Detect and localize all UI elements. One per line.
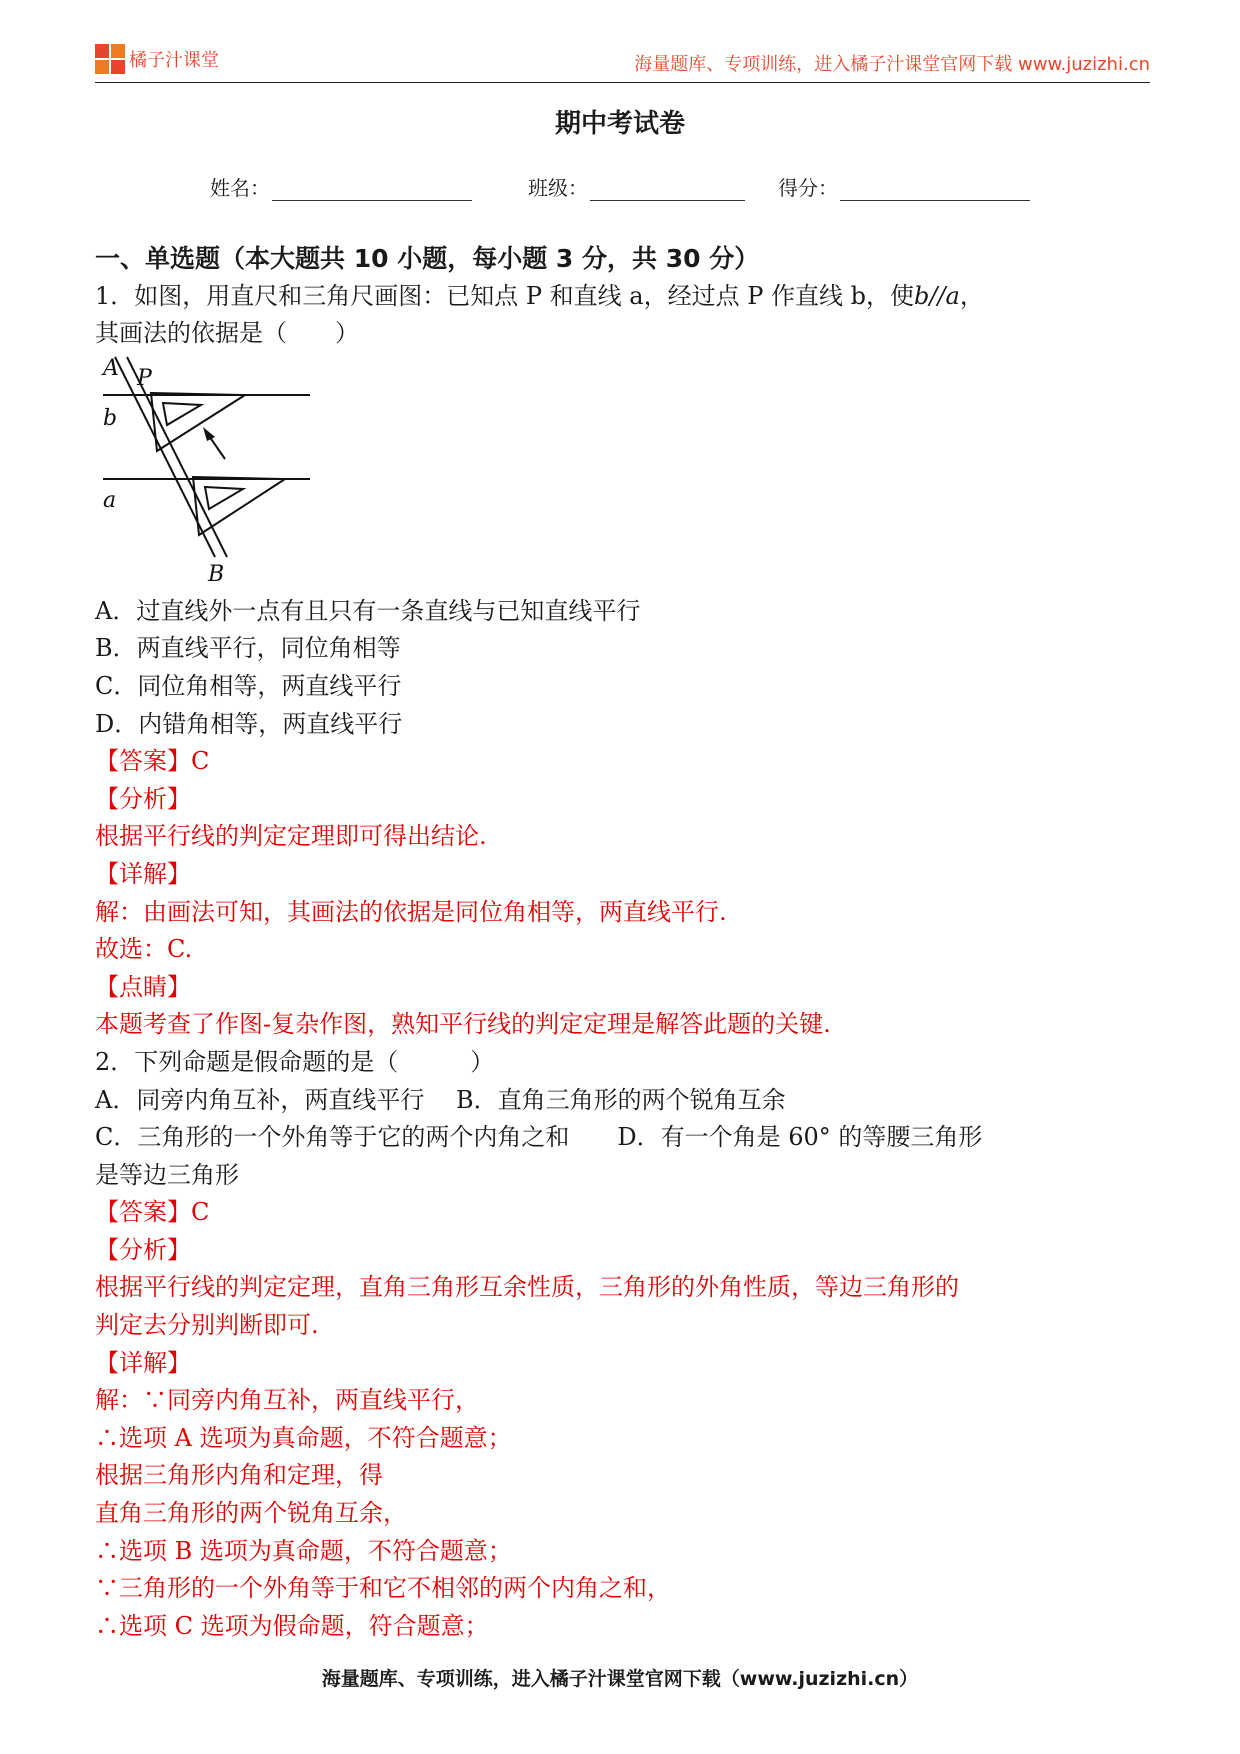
q2-answer: 【答案】C [95,1198,210,1227]
logo-icon [95,44,125,74]
q1-analysis: 根据平行线的判定定理即可得出结论. [95,822,487,851]
q2-detail-1: 解：∵同旁内角互补，两直线平行， [95,1386,479,1415]
ruler-triangle-diagram [95,355,335,591]
q1-detail-2: 故选：C. [95,935,193,964]
q1-option-d: D．内错角相等，两直线平行 [95,709,403,738]
label-B: B [208,561,225,587]
label-b: b [103,405,118,431]
section-heading: 一、单选题（本大题共 10 小题，每小题 3 分，共 30 分） [95,244,760,273]
q1-stem-text: 1．如图，用直尺和三角尺画图：已知点 P 和直线 a，经过点 P 作直线 b，使 [95,281,915,310]
q2-options-line-3: 是等边三角形 [95,1160,239,1189]
q2-stem: 2．下列命题是假命题的是（ ） [95,1047,495,1076]
name-label: 姓名： [210,176,270,200]
name-blank [272,178,472,201]
header-slogan: 海量题库、专项训练，进入橘子汁课堂官网下载 www.juzizhi.cn [634,54,1150,75]
q1-detail-1: 解：由画法可知，其画法的依据是同位角相等，两直线平行. [95,897,727,926]
q1-figure [95,353,1155,593]
score-field [778,172,1030,201]
q1-stem-end: ， [959,281,984,310]
q1-stem-math: b//a [914,281,960,310]
logo [95,44,219,74]
triangle-upper [151,393,245,451]
q1-option-c: C．同位角相等，两直线平行 [95,671,402,700]
q2-detail-3: 根据三角形内角和定理，得 [95,1461,383,1490]
q2-detail-2: ∴选项 A 选项为真命题，不符合题意； [95,1423,512,1452]
q1-option-a: A．过直线外一点有且只有一条直线与已知直线平行 [95,596,641,625]
q1-answer: 【答案】C [95,747,210,776]
page-footer: 海量题库、专项训练，进入橘子汁课堂官网下载（www.juzizhi.cn） [321,1668,919,1690]
q1-stem-line-2: 其画法的依据是（ ） [95,319,359,348]
q1-detail-label: 【详解】 [95,859,191,888]
q2-detail-6: ∵三角形的一个外角等于和它不相邻的两个内角之和， [95,1574,671,1603]
label-a: a [103,487,117,513]
arrow-head [203,427,215,441]
score-label: 得分： [778,176,838,200]
logo-text: 橘子汁课堂 [129,50,219,71]
q2-options-line-2: C．三角形的一个外角等于它的两个内角之和 D．有一个角是 60° 的等腰三角形 [95,1123,983,1152]
q1-stem-line-1 [95,278,1155,316]
q2-detail-7: ∴选项 C 选项为假命题，符合题意； [95,1611,489,1640]
q2-analysis-2: 判定去分别判断即可. [95,1311,319,1340]
q1-option-b: B．两直线平行，同位角相等 [95,634,401,663]
label-P: P [137,365,152,391]
q1-comment: 本题考查了作图-复杂作图，熟知平行线的判定定理是解答此题的关键. [95,1010,831,1039]
ruler-edge-left [115,357,215,557]
score-blank [840,178,1030,201]
triangle-lower-inner [205,487,243,509]
q2-options-line-1: A．同旁内角互补，两直线平行 B．直角三角形的两个锐角互余 [95,1085,786,1114]
q2-detail-4: 直角三角形的两个锐角互余， [95,1499,407,1528]
q1-analysis-label: 【分析】 [95,784,191,813]
class-blank [590,178,745,201]
class-label: 班级： [528,176,588,200]
q2-detail-5: ∴选项 B 选项为真命题，不符合题意； [95,1536,512,1565]
triangle-lower [193,477,285,535]
q1-comment-label: 【点睛】 [95,972,191,1001]
q2-analysis-1: 根据平行线的判定定理，直角三角形互余性质，三角形的外角性质，等边三角形的 [95,1273,959,1302]
label-A: A [103,355,119,381]
q2-analysis-label: 【分析】 [95,1235,191,1264]
triangle-upper-inner [163,403,201,425]
exam-content [95,240,1155,1645]
q2-detail-label: 【详解】 [95,1348,191,1377]
name-field [210,172,472,201]
class-field [528,172,745,201]
page-header [95,40,1150,83]
page-title: 期中考试卷 [554,109,685,139]
